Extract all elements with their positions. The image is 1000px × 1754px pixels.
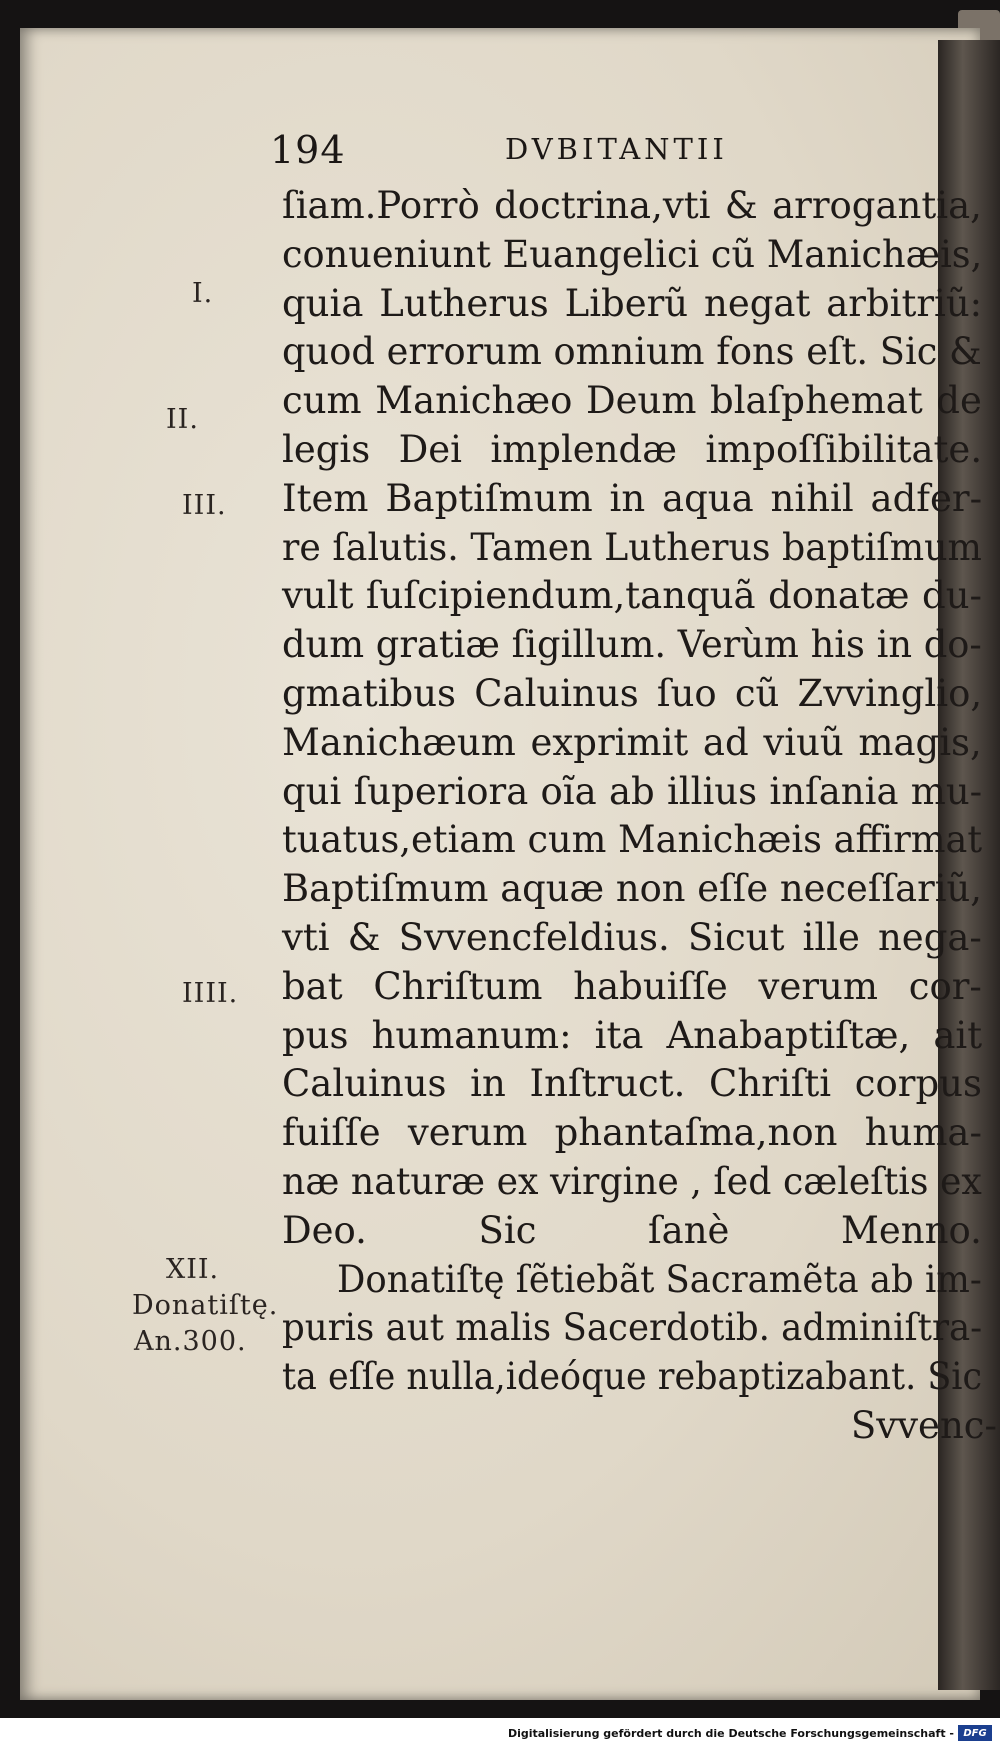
page-header — [270, 128, 990, 178]
text-line: næ naturæ ex virgine , ſed cæleſtis ex — [282, 1159, 982, 1203]
text-line: fuiſſe verum phantaſma,non huma- — [282, 1111, 982, 1155]
funding-credit: Digitalisierung gefördert durch die Deutsche Forschungsgemeinschaft - — [507, 1727, 954, 1740]
dfg-logo-icon: DFG — [958, 1725, 992, 1741]
margin-note-i: I. — [192, 278, 214, 309]
running-title: DVBITANTII — [505, 132, 728, 166]
text-line: puris aut malis Sacerdotib. adminiſtra- — [282, 1306, 983, 1350]
text-line: gmatibus Caluinus ſuo cũ Zvvinglio, — [282, 671, 983, 715]
text-line: Item Baptiſmum in aqua nihil adfer- — [282, 476, 983, 520]
text-line: dum gratiæ ſigillum. Verùm his in do- — [282, 623, 982, 667]
margin-note-iii: III. — [182, 490, 227, 521]
body-text — [282, 182, 997, 1451]
text-line: Baptiſmum aquæ non eſſe neceſſariũ, — [282, 867, 982, 911]
text-line: quia Lutherus Liberũ negat arbitriũ: — [282, 281, 983, 325]
margin-note-donatistae: Donatiſtę. — [132, 1290, 279, 1321]
text-line: legis Dei implendæ impoſſibilitate. — [282, 427, 983, 471]
margin-note-xii: XII. — [166, 1254, 220, 1285]
margin-note-year: An.300. — [134, 1326, 247, 1357]
text-line: tuatus,etiam cum Manichæis affirmat — [282, 818, 983, 862]
text-line: Deo. Sic ſanè Menno. — [282, 1208, 982, 1252]
footer-bar — [0, 1718, 1000, 1754]
text-line: pus humanum: ita Anabaptiſtæ, ait — [282, 1013, 983, 1057]
margin-notes — [0, 0, 280, 1754]
text-line: bat Chriſtum habuiſſe verum cor- — [282, 964, 982, 1008]
catchword: Svvenc- — [850, 1403, 997, 1447]
text-line: cum Manichæo Deum blaſphemat de — [282, 379, 982, 423]
text-line: conueniunt Euangelici cũ Manichæis, — [282, 232, 983, 276]
page-number: 194 — [270, 128, 346, 172]
text-line: quod errorum omnium fons eſt. Sic & — [282, 330, 982, 374]
text-line: Caluinus in Inſtruct. Chriſti corpus — [282, 1062, 982, 1106]
text-line: ſiam.Porrò doctrina,vti & arrogantia, — [282, 184, 982, 227]
text-line: qui ſuperiora oĩa ab illius inſania mu- — [282, 769, 983, 813]
text-line: vti & Svvencfeldius. Sicut ille nega- — [282, 915, 982, 959]
text-line: re ſalutis. Tamen Lutherus baptiſmum — [282, 525, 982, 569]
margin-note-ii: II. — [166, 404, 199, 435]
text-line: Donatiſtę ſẽtiebãt Sacramẽta ab im- — [337, 1257, 982, 1301]
text-line: ta eſſe nulla,ideóque rebaptizabant. Sic — [282, 1355, 983, 1399]
margin-note-iiii: IIII. — [182, 978, 239, 1009]
text-line: Manichæum exprimit ad viuũ magis, — [282, 720, 982, 764]
text-line: vult ſuſcipiendum,tanquã donatæ du- — [282, 574, 983, 618]
